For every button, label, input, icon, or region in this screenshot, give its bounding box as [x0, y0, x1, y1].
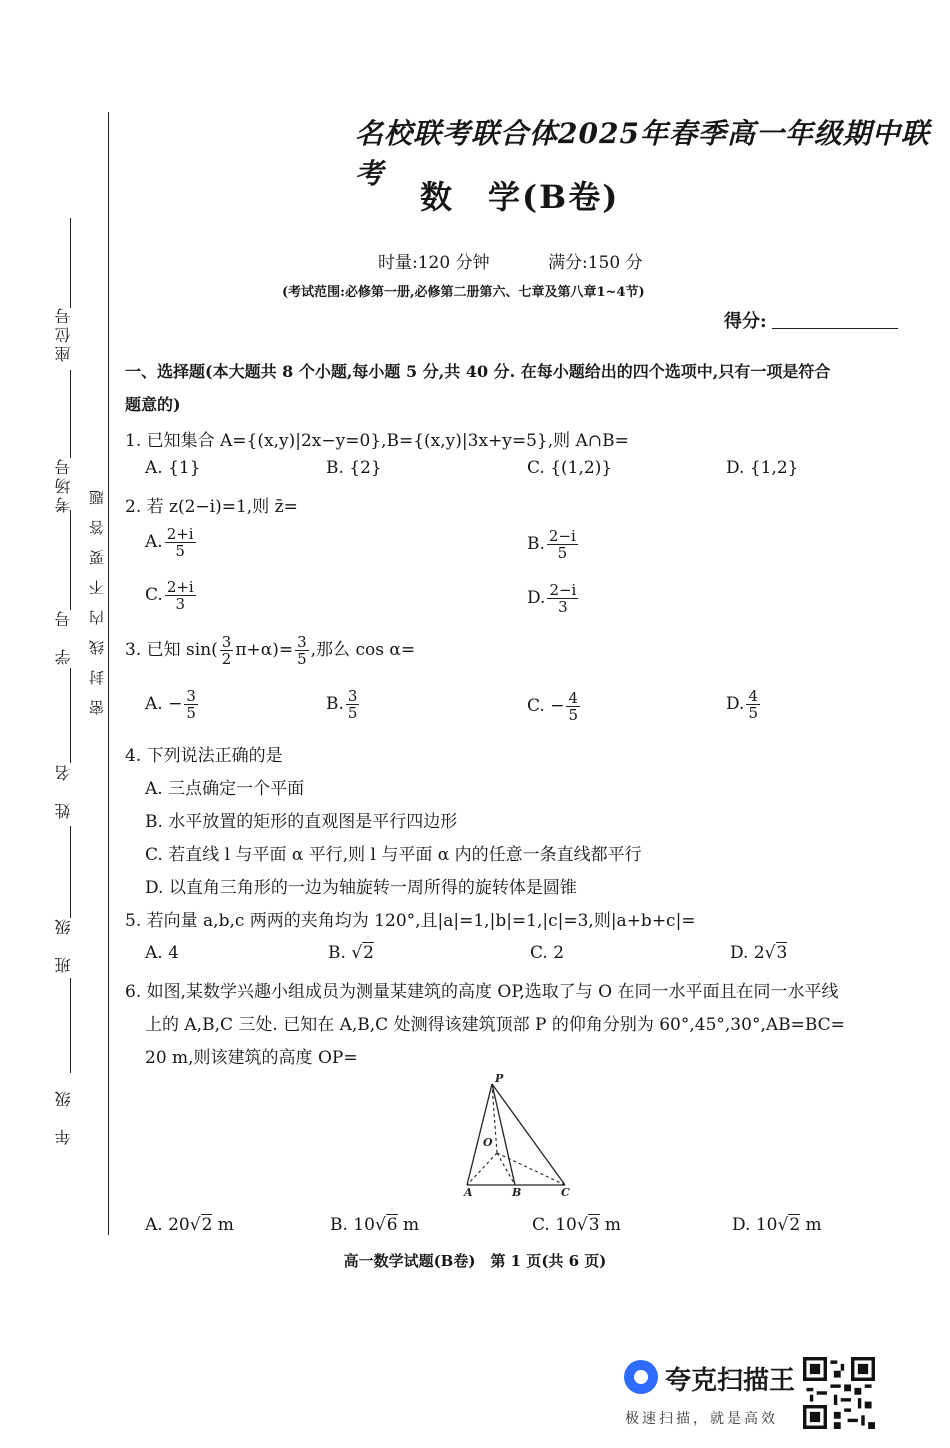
q6-a-unit: m — [212, 1215, 234, 1235]
q6-stem-line3: 20 m,则该建筑的高度 OP= — [145, 1048, 358, 1068]
q3-rhs-den: 5 — [297, 650, 307, 668]
q2-c-den: 3 — [175, 595, 186, 613]
q3-c-label: C. − — [527, 696, 565, 716]
q2-b-num: 2−i — [548, 527, 576, 545]
q3-stem-mid: π+α)= — [235, 640, 294, 660]
q6-b-label: B. 10 — [330, 1215, 375, 1235]
q6-stem-line2: 上的 A,B,C 三处. 已知在 A,B,C 处测得该建筑顶部 P 的仰角分别为 60°,45°,30°,AB=BC= — [145, 1015, 845, 1035]
page-footer: 高一数学试题(B卷) 第 1 页(共 6 页) — [343, 1252, 607, 1270]
q3-stem — [125, 634, 415, 667]
q5-b-radicand: 2 — [363, 943, 374, 963]
q6-c-label: C. 10 — [532, 1215, 577, 1235]
q2-a-label: A. — [145, 532, 163, 552]
q2-d-label: D. — [527, 588, 546, 608]
q2-option-d[interactable] — [527, 582, 580, 615]
q3-angle-num: 3 — [221, 633, 232, 651]
q3-d-num: 4 — [748, 687, 758, 705]
seal-notice: 密 封 线 内 不 要 答 题 — [88, 490, 106, 715]
q6-d-radicand: 2 — [789, 1215, 801, 1235]
q6-d-unit: m — [800, 1215, 822, 1235]
seat-underline — [70, 218, 71, 308]
q1-stem: 1. 已知集合 A={(x,y)|2x−y=0},B={(x,y)|3x+y=5},则 A∩B= — [125, 431, 629, 451]
binding-label-seat: 座位号 — [54, 305, 73, 362]
q2-d-den: 3 — [558, 598, 568, 616]
fig-label-c: C — [561, 1186, 570, 1199]
binding-label-id: 学 号 — [54, 608, 73, 665]
q6-option-c[interactable]: C. 10√3 m — [532, 1215, 622, 1235]
q3-stem-pre: 3. 已知 sin( — [125, 640, 218, 660]
q2-c-num: 2+i — [166, 578, 194, 596]
q3-stem-post: ,那么 cos α= — [310, 640, 416, 660]
binding-line-left — [108, 112, 109, 1235]
q3-c-fraction — [566, 690, 580, 723]
binding-label-room: 考场号 — [54, 456, 73, 513]
q5-option-a[interactable]: A. 4 — [145, 943, 179, 963]
section-heading: 一、选择题(本大题共 8 个小题,每小题 5 分,共 40 分. 在每小题给出的四个选项中,只有一项是符合 — [125, 362, 831, 381]
q3-rhs-fraction — [295, 634, 309, 667]
q6-option-d[interactable]: D. 10√2 m — [732, 1215, 822, 1235]
q1-option-a[interactable]: A. {1} — [145, 458, 201, 478]
q2-a-fraction — [165, 526, 196, 559]
q6-figure — [455, 1068, 585, 1203]
score-blank[interactable] — [772, 328, 898, 329]
q3-option-c[interactable] — [527, 690, 582, 723]
binding-label-class: 班 级 — [54, 916, 73, 973]
q2-d-num: 2−i — [549, 581, 577, 599]
section-heading-cont: 题意的) — [125, 395, 181, 414]
q3-d-fraction — [746, 688, 760, 721]
room-underline — [70, 370, 71, 458]
q5-b-label: B. — [328, 943, 352, 963]
fig-label-b: B — [512, 1186, 522, 1199]
exam-full-score: 满分:150 分 — [548, 253, 643, 273]
fig-line-ob — [497, 1153, 515, 1185]
q4-option-d[interactable]: D. 以直角三角形的一边为轴旋转一周所得的旋转体是圆锥 — [145, 878, 577, 898]
q2-a-den: 5 — [175, 542, 185, 560]
q4-option-c[interactable]: C. 若直线 l 与平面 α 平行,则 l 与平面 α 内的任意一条直线都平行 — [145, 845, 642, 865]
q4-option-a[interactable]: A. 三点确定一个平面 — [145, 779, 305, 799]
q3-option-a[interactable] — [145, 688, 200, 721]
q3-angle-den: 2 — [221, 650, 232, 668]
q5-option-c[interactable]: C. 2 — [530, 943, 565, 963]
q5-stem: 5. 若向量 a,b,c 两两的夹角均为 120°,且|a|=1,|b|=1,|c|=3,则|a+b+c|= — [125, 911, 696, 931]
q1-option-b[interactable]: B. {2} — [326, 458, 382, 478]
q3-b-num: 3 — [347, 687, 358, 705]
q2-option-c[interactable] — [145, 579, 198, 612]
q3-d-label: D. — [726, 694, 745, 714]
score-label: 得分: — [724, 311, 767, 332]
q3-d-den: 5 — [748, 704, 758, 722]
q3-a-den: 5 — [186, 704, 196, 722]
q2-c-label: C. — [145, 585, 163, 605]
q2-b-den: 5 — [557, 544, 568, 562]
q3-rhs-num: 3 — [297, 633, 307, 651]
fig-label-p: P — [495, 1072, 504, 1085]
scanner-slogan: 极速扫描，就是高效 — [625, 1411, 778, 1427]
q3-b-den: 5 — [347, 704, 358, 722]
q1-option-c[interactable]: C. {(1,2)} — [527, 458, 613, 478]
q3-angle-fraction — [220, 634, 234, 667]
q6-b-radicand: 6 — [386, 1215, 398, 1235]
id-underline — [70, 510, 71, 610]
fig-line-pa — [467, 1084, 492, 1185]
q2-a-num: 2+i — [166, 525, 194, 543]
q1-option-d[interactable]: D. {1,2} — [726, 458, 799, 478]
grade-underline — [70, 978, 71, 1073]
q2-c-fraction — [165, 579, 196, 612]
fig-line-oc — [497, 1153, 565, 1185]
q6-option-a[interactable]: A. 20√2 m — [145, 1215, 234, 1235]
q5-d-label: D. 2 — [730, 943, 765, 963]
exam-subject: 数 学(B卷) — [420, 178, 620, 216]
q4-stem: 4. 下列说法正确的是 — [125, 746, 283, 766]
q6-stem-line1: 6. 如图,某数学兴趣小组成员为测量某建筑的高度 OP,选取了与 O 在同一水平面且在同一水平线 — [125, 982, 839, 1002]
q6-a-radicand: 2 — [201, 1215, 213, 1235]
q6-b-unit: m — [397, 1215, 420, 1235]
q5-option-d[interactable]: D. 2√3 — [730, 943, 788, 963]
exam-title: 名校联考联合体2025年春季高一年级期中联考 — [355, 117, 930, 190]
q6-c-radicand: 3 — [588, 1215, 600, 1235]
exam-time: 时量:120 分钟 — [378, 253, 490, 273]
q5-d-radicand: 3 — [776, 943, 788, 963]
q3-b-label: B. — [326, 694, 344, 714]
binding-label-grade: 年 级 — [54, 1088, 73, 1145]
q6-a-label: A. 20 — [145, 1215, 190, 1235]
q2-stem: 2. 若 z(2−i)=1,则 z̄= — [125, 497, 298, 517]
fig-label-o: O — [483, 1136, 493, 1149]
q3-a-num: 3 — [186, 687, 196, 705]
q3-a-fraction — [184, 688, 198, 721]
q3-a-label: A. − — [145, 694, 183, 714]
q3-c-num: 4 — [568, 689, 578, 707]
q2-option-b[interactable] — [527, 528, 580, 561]
q3-option-d[interactable] — [726, 688, 762, 721]
scanner-brand: 夸克扫描王 — [665, 1366, 796, 1396]
q2-b-label: B. — [527, 534, 545, 554]
q3-b-fraction — [346, 688, 360, 721]
exam-scope: (考试范围:必修第一册,必修第二册第六、七章及第八章1~4节) — [282, 285, 645, 300]
q2-d-fraction — [547, 582, 578, 615]
q5-option-b[interactable]: B. √2 — [328, 943, 374, 963]
q6-option-b[interactable]: B. 10√6 m — [330, 1215, 420, 1235]
q4-option-b[interactable]: B. 水平放置的矩形的直观图是平行四边形 — [145, 812, 458, 832]
q3-c-den: 5 — [568, 706, 578, 724]
q6-d-label: D. 10 — [732, 1215, 778, 1235]
name-underline — [70, 668, 71, 763]
class-underline — [70, 826, 71, 918]
q6-c-unit: m — [599, 1215, 622, 1235]
q2-option-a[interactable] — [145, 526, 198, 559]
q2-b-fraction — [547, 528, 578, 561]
scanner-logo-inner — [634, 1370, 648, 1384]
fig-label-a: A — [464, 1186, 473, 1199]
q3-option-b[interactable] — [326, 688, 361, 721]
binding-label-name: 姓 名 — [54, 762, 73, 819]
qr-code-icon — [803, 1357, 875, 1429]
